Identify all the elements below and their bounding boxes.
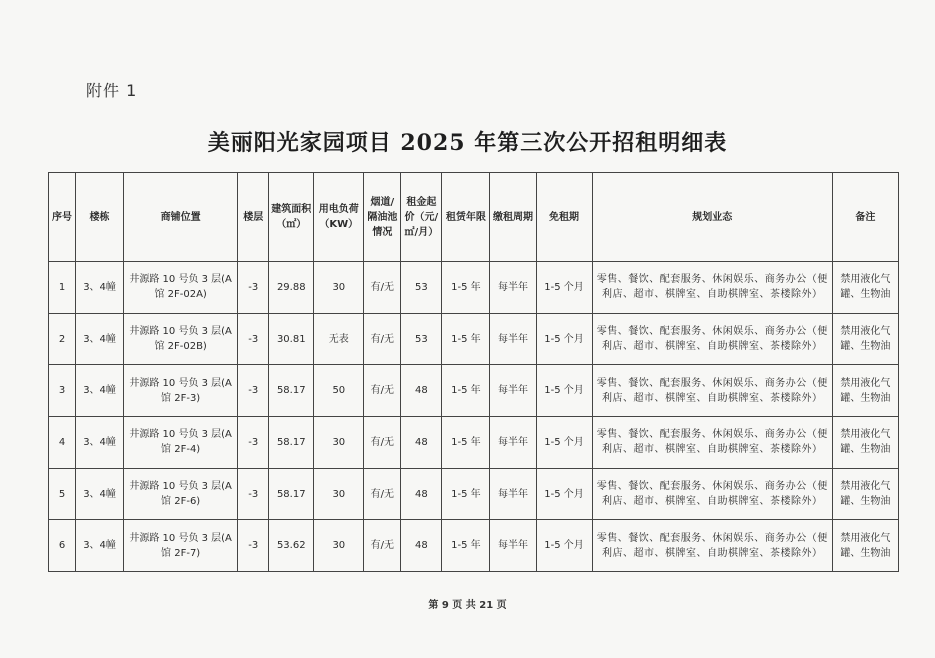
cell-power: 30 [314, 468, 364, 520]
cell-location: 井源路 10 号负 3 层(A馆 2F-6) [124, 468, 238, 520]
cell-business: 零售、餐饮、配套服务、休闲娱乐、商务办公（便利店、超市、棋牌室、自助棋牌室、茶楼除外） [592, 520, 832, 572]
cell-free: 1-5 个月 [536, 520, 592, 572]
header-rent: 租金起价（元/㎡/月） [401, 173, 442, 262]
rental-detail-table [48, 172, 899, 572]
cell-free: 1-5 个月 [536, 262, 592, 314]
cell-floor: -3 [238, 365, 269, 417]
cell-rent: 48 [401, 468, 442, 520]
table-row [49, 468, 899, 520]
header-area: 建筑面积（㎡） [269, 173, 314, 262]
header-business: 规划业态 [592, 173, 832, 262]
cell-cycle: 每半年 [490, 468, 536, 520]
table-row [49, 313, 899, 365]
cell-cycle: 每半年 [490, 520, 536, 572]
cell-power: 无表 [314, 313, 364, 365]
cell-note: 禁用液化气罐、生物油 [832, 417, 898, 469]
cell-flue: 有/无 [364, 313, 401, 365]
cell-rent: 48 [401, 417, 442, 469]
cell-building: 3、4幢 [76, 468, 124, 520]
cell-building: 3、4幢 [76, 262, 124, 314]
cell-seq: 6 [49, 520, 76, 572]
cell-floor: -3 [238, 520, 269, 572]
cell-floor: -3 [238, 262, 269, 314]
cell-note: 禁用液化气罐、生物油 [832, 365, 898, 417]
cell-location: 井源路 10 号负 3 层(A馆 2F-4) [124, 417, 238, 469]
table-header-row [49, 173, 899, 262]
cell-seq: 2 [49, 313, 76, 365]
cell-term: 1-5 年 [442, 417, 490, 469]
header-location: 商铺位置 [124, 173, 238, 262]
cell-building: 3、4幢 [76, 365, 124, 417]
cell-area: 30.81 [269, 313, 314, 365]
cell-rent: 48 [401, 365, 442, 417]
page-title: 美丽阳光家园项目 2025 年第三次公开招租明细表 [207, 130, 728, 156]
header-note: 备注 [832, 173, 898, 262]
cell-flue: 有/无 [364, 417, 401, 469]
cell-area: 58.17 [269, 365, 314, 417]
cell-flue: 有/无 [364, 365, 401, 417]
cell-power: 30 [314, 520, 364, 572]
header-flue: 烟道/隔油池情况 [364, 173, 401, 262]
cell-location: 井源路 10 号负 3 层(A馆 2F-3) [124, 365, 238, 417]
cell-building: 3、4幢 [76, 313, 124, 365]
cell-term: 1-5 年 [442, 262, 490, 314]
cell-power: 50 [314, 365, 364, 417]
cell-free: 1-5 个月 [536, 313, 592, 365]
cell-note: 禁用液化气罐、生物油 [832, 520, 898, 572]
cell-seq: 4 [49, 417, 76, 469]
cell-seq: 1 [49, 262, 76, 314]
header-floor: 楼层 [238, 173, 269, 262]
cell-seq: 5 [49, 468, 76, 520]
cell-business: 零售、餐饮、配套服务、休闲娱乐、商务办公（便利店、超市、棋牌室、自助棋牌室、茶楼除外） [592, 468, 832, 520]
cell-cycle: 每半年 [490, 262, 536, 314]
cell-cycle: 每半年 [490, 365, 536, 417]
cell-rent: 53 [401, 313, 442, 365]
cell-note: 禁用液化气罐、生物油 [832, 313, 898, 365]
cell-term: 1-5 年 [442, 313, 490, 365]
cell-area: 58.17 [269, 468, 314, 520]
cell-cycle: 每半年 [490, 417, 536, 469]
page-number-footer: 第 9 页 共 21 页 [428, 600, 507, 611]
cell-business: 零售、餐饮、配套服务、休闲娱乐、商务办公（便利店、超市、棋牌室、自助棋牌室、茶楼除外） [592, 313, 832, 365]
table-row [49, 365, 899, 417]
cell-free: 1-5 个月 [536, 417, 592, 469]
cell-note: 禁用液化气罐、生物油 [832, 468, 898, 520]
cell-location: 井源路 10 号负 3 层(A馆 2F-02B) [124, 313, 238, 365]
table-row [49, 520, 899, 572]
header-power: 用电负荷（KW） [314, 173, 364, 262]
header-cycle: 缴租周期 [490, 173, 536, 262]
cell-free: 1-5 个月 [536, 365, 592, 417]
header-seq: 序号 [49, 173, 76, 262]
header-term: 租赁年限 [442, 173, 490, 262]
header-free: 免租期 [536, 173, 592, 262]
cell-location: 井源路 10 号负 3 层(A馆 2F-02A) [124, 262, 238, 314]
attachment-label: 附件 1 [86, 81, 138, 100]
cell-free: 1-5 个月 [536, 468, 592, 520]
cell-rent: 48 [401, 520, 442, 572]
table-row [49, 417, 899, 469]
cell-building: 3、4幢 [76, 520, 124, 572]
cell-note: 禁用液化气罐、生物油 [832, 262, 898, 314]
cell-area: 53.62 [269, 520, 314, 572]
cell-floor: -3 [238, 417, 269, 469]
cell-term: 1-5 年 [442, 468, 490, 520]
cell-term: 1-5 年 [442, 520, 490, 572]
cell-term: 1-5 年 [442, 365, 490, 417]
cell-area: 29.88 [269, 262, 314, 314]
cell-location: 井源路 10 号负 3 层(A馆 2F-7) [124, 520, 238, 572]
table-row [49, 262, 899, 314]
cell-rent: 53 [401, 262, 442, 314]
cell-business: 零售、餐饮、配套服务、休闲娱乐、商务办公（便利店、超市、棋牌室、自助棋牌室、茶楼除外） [592, 262, 832, 314]
cell-business: 零售、餐饮、配套服务、休闲娱乐、商务办公（便利店、超市、棋牌室、自助棋牌室、茶楼除外） [592, 417, 832, 469]
cell-power: 30 [314, 262, 364, 314]
cell-building: 3、4幢 [76, 417, 124, 469]
cell-cycle: 每半年 [490, 313, 536, 365]
cell-area: 58.17 [269, 417, 314, 469]
cell-business: 零售、餐饮、配套服务、休闲娱乐、商务办公（便利店、超市、棋牌室、自助棋牌室、茶楼除外） [592, 365, 832, 417]
header-building: 楼栋 [76, 173, 124, 262]
cell-flue: 有/无 [364, 262, 401, 314]
cell-seq: 3 [49, 365, 76, 417]
cell-floor: -3 [238, 468, 269, 520]
cell-floor: -3 [238, 313, 269, 365]
cell-flue: 有/无 [364, 468, 401, 520]
cell-power: 30 [314, 417, 364, 469]
cell-flue: 有/无 [364, 520, 401, 572]
